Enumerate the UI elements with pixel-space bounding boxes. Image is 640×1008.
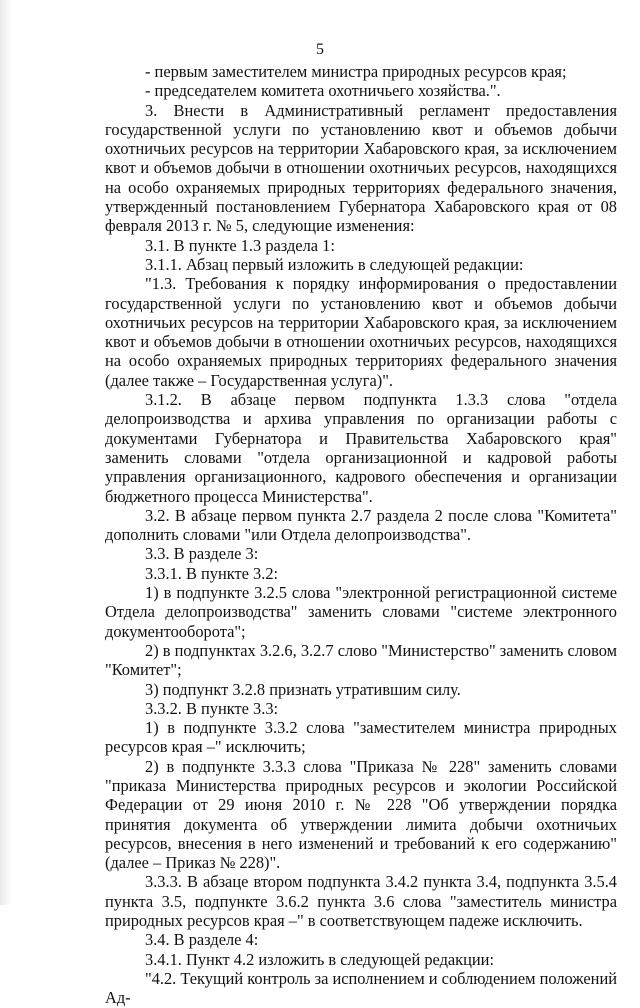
paragraph-18: 3.4. В разделе 4: bbox=[145, 930, 259, 950]
paragraph-14: 3.3.2. В пункте 3.3: bbox=[145, 698, 279, 718]
paragraph-2: - председателем комитета охотничьего хозяйства.". bbox=[145, 81, 501, 101]
page-number: 5 bbox=[316, 41, 324, 58]
scan-edge-shadow bbox=[0, 0, 12, 905]
paragraph-3: 3. Внести в Административный регламент предоставления государственной услуги по установлению квот и объемов добычи охотничьих ресурсов на территории Хабаровского края, за исключением квот и объемов добычи в отношении охотничьих ресурсов, находящихся на особо охраняемых природных территориях федерального значения, утвержденный постановлением Губернатора Хабаровского края от 08 февраля 2013 г. № 5, следующие изменения: bbox=[105, 100, 617, 236]
paragraph-9: 3.3. В разделе 3: bbox=[145, 544, 259, 564]
paragraph-17: 3.3.3. В абзаце втором подпункта 3.4.2 пункта 3.4, подпункта 3.5.4 пункта 3.5, подпункте 3.6.2 пункта 3.6 слова "заместитель министра природных ресурсов края –" в соответствующем падеже исключить. bbox=[105, 872, 617, 931]
paragraph-12: 2) в подпунктах 3.2.6, 3.2.7 слово "Министерство" заменить словом "Комитет"; bbox=[105, 640, 618, 680]
document-body bbox=[105, 62, 617, 1008]
paragraph-11: 1) в подпункте 3.2.5 слова "электронной регистрационной системе Отдела делопроизводства" заменить словами "системе электронного документооборота"; bbox=[105, 583, 617, 641]
paragraph-5: 3.1.1. Абзац первый изложить в следующей редакции: bbox=[145, 254, 524, 274]
paragraph-13: 3) подпункт 3.2.8 признать утратившим силу. bbox=[145, 679, 461, 699]
paragraph-6: "1.3. Требования к порядку информирования о предоставлении государственной услуги по установлению квот и объемов добычи охотничьих ресурсов на территории Хабаровского края, за исключением квот и объемов добычи в отношении охотничьих ресурсов, находящихся на особо охраняемых природных территориях федерального значения (далее также – Государственная услуга)". bbox=[105, 274, 617, 390]
paragraph-16: 2) в подпункте 3.3.3 слова "Приказа № 228" заменить словами "приказа Министерства природных ресурсов и экологии Российской Федерации от 29 июня 2010 г. № 228 "Об утверждении порядка принятия документа об утверждении лимита добычи охотничьих ресурсов, внесения в него изменений и требований к его содержанию" (далее – Приказ № 228)". bbox=[105, 756, 617, 873]
paragraph-1: - первым заместителем министра природных ресурсов края; bbox=[145, 62, 567, 81]
paragraph-10: 3.3.1. В пункте 3.2: bbox=[145, 563, 279, 583]
paragraph-4: 3.1. В пункте 1.3 раздела 1: bbox=[145, 235, 335, 255]
paragraph-19: 3.4.1. Пункт 4.2 изложить в следующей редакции: bbox=[145, 949, 495, 969]
paragraph-20: "4.2. Текущий контроль за исполнением и соблюдением положений Ад- bbox=[105, 968, 617, 1008]
paragraph-8: 3.2. В абзаце первом пункта 2.7 раздела 2 после слова "Комитета" дополнить словами "или Отдела делопроизводства". bbox=[105, 505, 617, 545]
paragraph-7: 3.1.2. В абзаце первом подпункта 1.3.3 слова "отдела делопроизводства и архива управления по организации работы с документами Губернатора и Правительства Хабаровского края" заменить словами "отдела организационной и кадровой работы управления организационного, кадрового обеспечения и организации бюджетного процесса Министерства". bbox=[105, 390, 617, 506]
paragraph-15: 1) в подпункте 3.3.2 слова "заместителем министра природных ресурсов края –" исключить; bbox=[105, 718, 617, 757]
